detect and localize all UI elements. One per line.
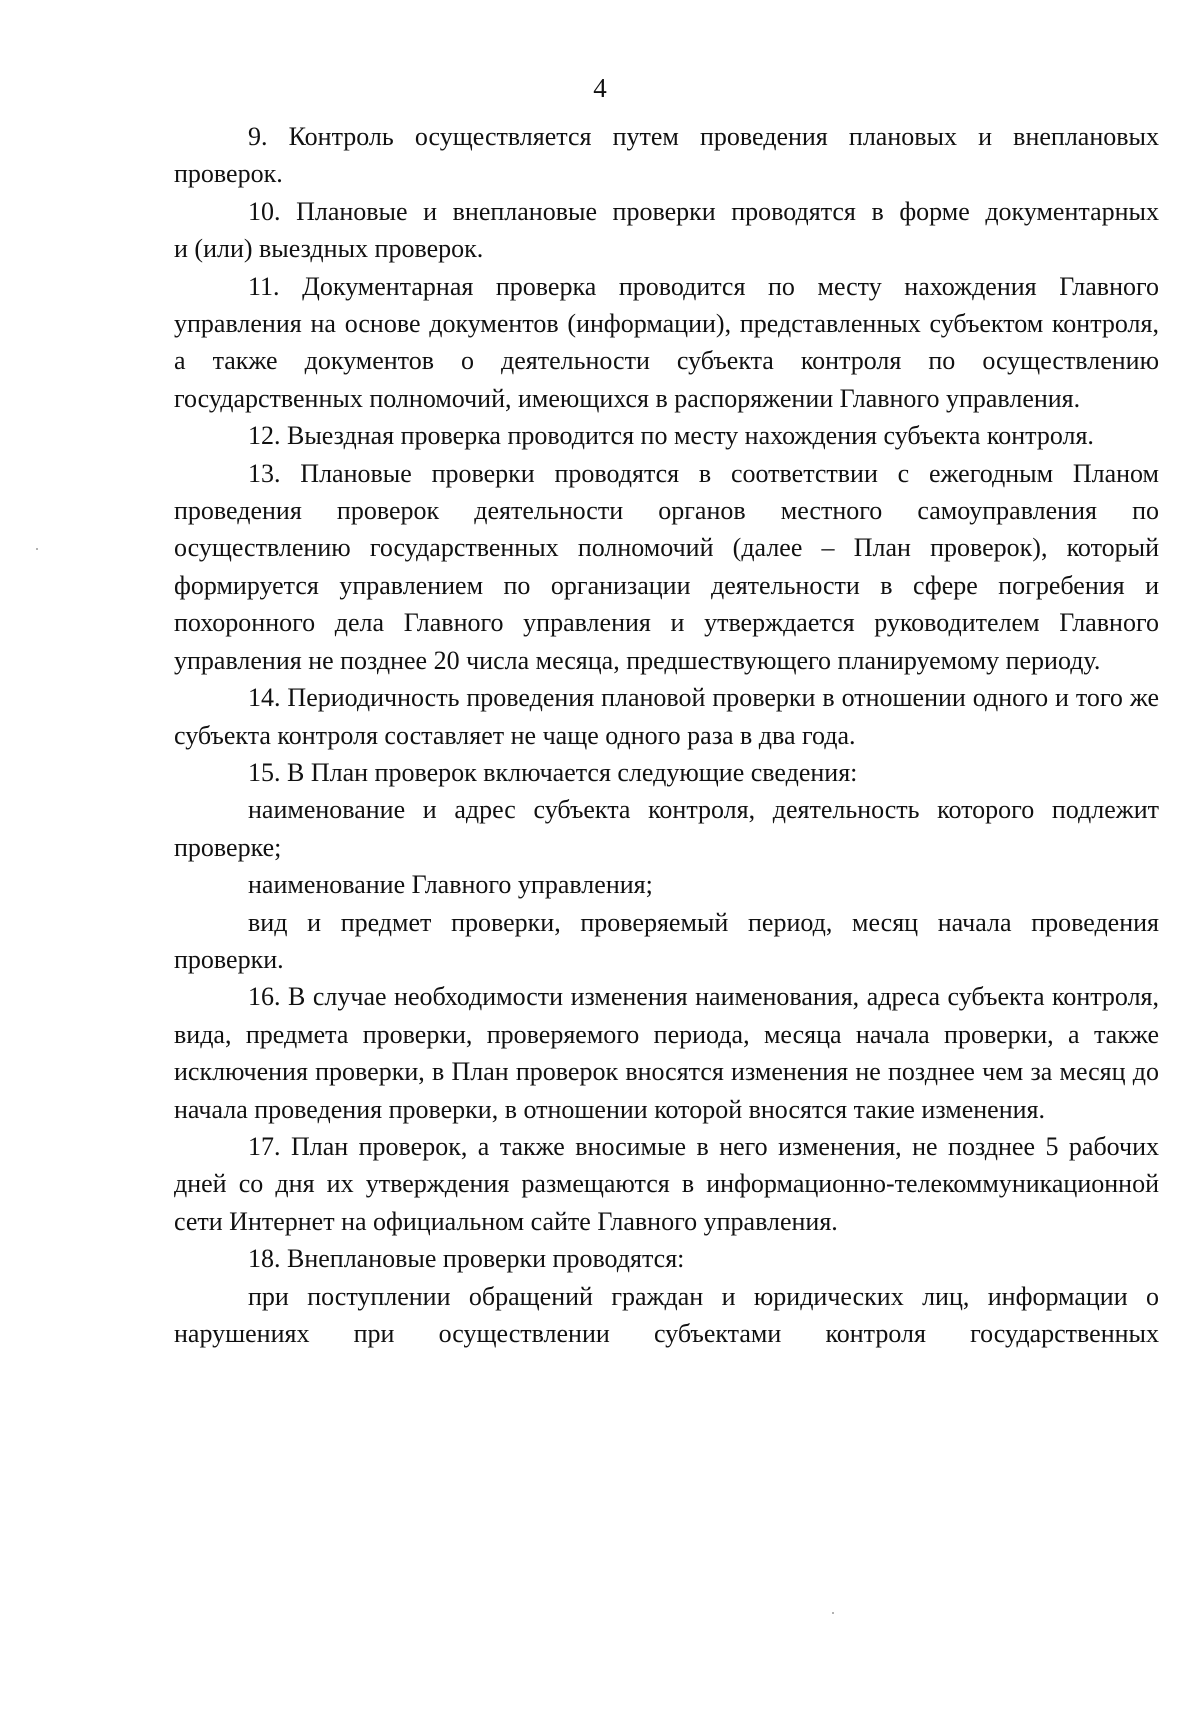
paragraph-15: 15. В План проверок включается следующие сведения: xyxy=(248,757,858,787)
paragraph-17: 17. План проверок, а также вносимые в него изменения, не позднее 5 рабочих дней со дня их утверждения размещаются в информационно-телекоммуникационной сети Интернет на официальном сайте Главного управления. xyxy=(174,1131,1159,1236)
paragraph-15-item-1: наименование и адрес субъекта контроля, деятельность которого подлежит проверке; xyxy=(174,795,1159,862)
paragraph-18: 18. Внеплановые проверки проводятся: xyxy=(248,1244,685,1274)
paragraph-9: 9. Контроль осуществляется путем проведения плановых и внеплановых проверок. xyxy=(174,122,1159,189)
paragraph-15-item-3: вид и предмет проверки, проверяемый период, месяц начала проведения проверки. xyxy=(174,907,1159,974)
paragraph-14: 14. Периодичность проведения плановой проверки в отношении одного и того же субъекта контроля составляет не чаще одного раза в два года. xyxy=(174,683,1159,750)
paragraph-16: 16. В случае необходимости изменения наименования, адреса субъекта контроля, вида, предмета проверки, проверяемого периода, месяца начала проверки, а также исключения проверки, в План проверок вносятся изменения не позднее чем за месяц до начала проведения проверки, в отношении которой вносятся такие изменения. xyxy=(174,982,1159,1124)
page-number: 4 xyxy=(593,73,607,103)
paragraph-18-item-1: при поступлении обращений граждан и юридических лиц, информации о нарушениях при осуществлении субъектами контроля государственных xyxy=(174,1281,1159,1348)
paragraph-13: 13. Плановые проверки проводятся в соответствии с ежегодным Планом проведения проверок деятельности органов местного самоуправления по осуществлению государственных полномочий (далее – План проверок), который формируется управлением по организации деятельности в сфере погребения и похоронного дела Главного управления и утверждается руководителем Главного управления не позднее 20 числа месяца, предшествующего планируемому периоду. xyxy=(174,458,1159,675)
scan-speck xyxy=(36,548,38,550)
paragraph-10-continuation: и (или) выездных проверок. xyxy=(174,234,484,264)
paragraph-11: 11. Документарная проверка проводится по месту нахождения Главного управления на основе документов (информации), представленных субъектом контроля, а также документов о деятельности субъекта контроля по осуществлению государственных полномочий, имеющихся в распоряжении Главного управления. xyxy=(174,271,1159,413)
paragraph-12: 12. Выездная проверка проводится по месту нахождения субъекта контроля. xyxy=(248,421,1094,451)
paragraph-15-item-2: наименование Главного управления; xyxy=(248,870,653,900)
paragraph-10: 10. Плановые и внеплановые проверки проводятся в форме документарных xyxy=(248,196,1159,226)
document-body xyxy=(174,118,1159,1352)
scan-speck xyxy=(832,1612,834,1614)
